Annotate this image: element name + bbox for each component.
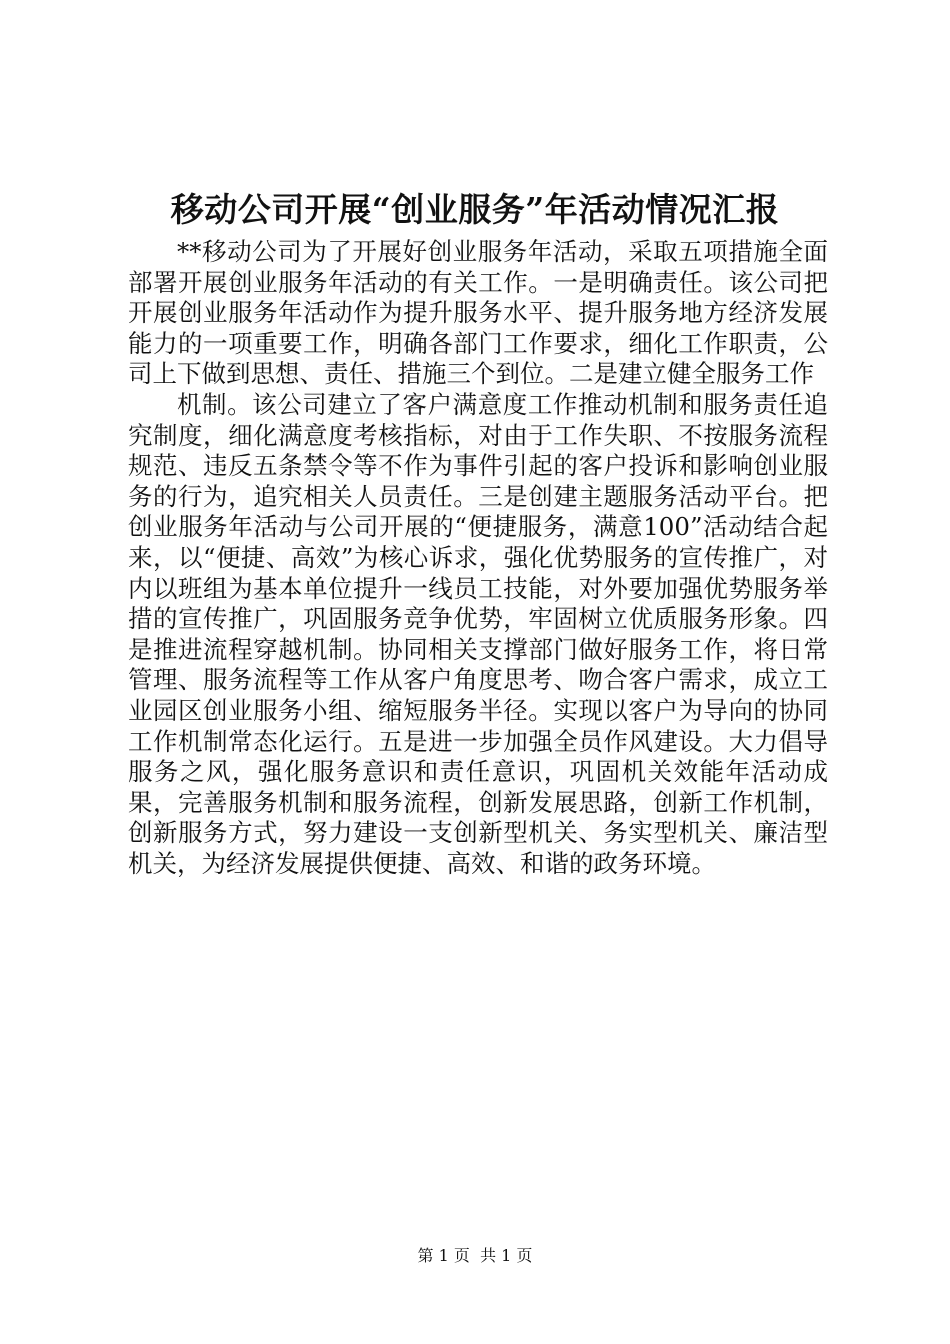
body-paragraph: 机制。该公司建立了客户满意度工作推动机制和服务责任追究制度，细化满意度考核指标，对由于工作失职、不按服务流程规范、违反五条禁令等不作为事件引起的客户投诉和影响创业服务的行为，追究相关人员责任。三是创建主题服务活动平台。把创业服务年活动与公司开展的“便捷服务，满意100”活动结合起来，以“便捷、高效”为核心诉求，强化优势服务的宣传推广，对内以班组为基本单位提升一线员工技能，对外要加强优势服务举措的宣传推广，巩固服务竞争优势，牢固树立优质服务形象。四是推进流程穿越机制。协同相关支撑部门做好服务工作，将日常管理、服务流程等工作从客户角度思考、吻合客户需求，成立工业园区创业服务小组、缩短服务半径。实现以客户为导向的协同工作机制常态化运行。五是进一步加强全员作风建设。大力倡导服务之风，强化服务意识和责任意识，巩固机关效能年活动成果，完善服务机制和服务流程，创新发展思路，创新工作机制，创新服务方式，努力建设一支创新型机关、务实型机关、廉洁型机关，为经济发展提供便捷、高效、和谐的政务环境。 [128,389,828,878]
body-paragraph: **移动公司为了开展好创业服务年活动，采取五项措施全面部署开展创业服务年活动的有关工作。一是明确责任。该公司把开展创业服务年活动作为提升服务水平、提升服务地方经济发展能力的一项重要工作，明确各部门工作要求，细化工作职责，公司上下做到思想、责任、措施三个到位。二是建立健全服务工作 [128,237,828,389]
page-number-footer: 第 1 页 共 1 页 [417,1246,533,1265]
document-title: 移动公司开展“创业服务”年活动情况汇报 [170,190,780,229]
document-body [128,237,828,879]
